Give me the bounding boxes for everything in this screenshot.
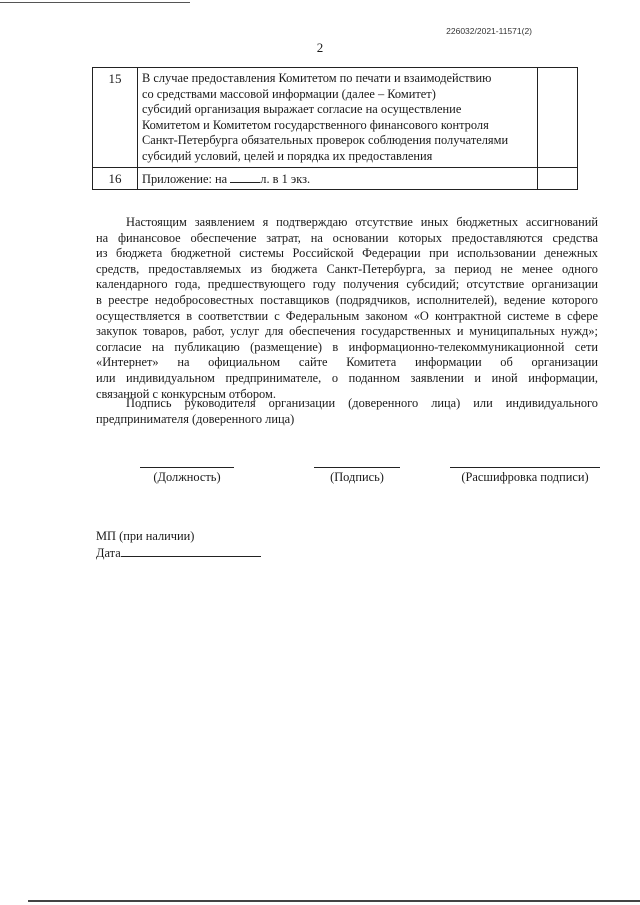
row-mark-cell	[538, 167, 578, 190]
table-row	[93, 68, 578, 168]
row-text-line: В случае предоставления Комитетом по печати и взаимодействию	[142, 71, 492, 85]
signature-instruction	[96, 396, 598, 427]
row-text-line: со средствами массовой информации (далее – Комитет)	[142, 86, 436, 101]
row-mark-cell	[538, 68, 578, 168]
top-edge-rule	[0, 2, 190, 3]
paragraph-line: осуществляется в соответствии с Федеральным законом «О контрактной системе в сфере	[96, 308, 598, 323]
paragraph-line: в реестре недобросовестных поставщиков (подрядчиков, исполнителей), ведение которого	[96, 292, 598, 307]
paragraph-line: на финансовое обеспечение затрат, на основании которых предоставляются средства	[96, 230, 598, 245]
confirmation-paragraph	[96, 215, 598, 402]
paragraph-line: «Интернет» на официальном сайте Комитета информации об организации	[96, 355, 598, 370]
paragraph-line: предпринимателя (доверенного лица)	[96, 411, 295, 426]
signature-line	[314, 467, 400, 468]
bottom-edge-rule	[28, 900, 640, 902]
position-signature-line	[140, 467, 234, 468]
signature-caption: (Подпись)	[330, 470, 384, 484]
stamp-label: МП (при наличии)	[96, 529, 195, 543]
row-number: 15	[93, 68, 138, 168]
date-row	[96, 544, 261, 562]
position-caption: (Должность)	[153, 470, 221, 484]
document-number: 226032/2021-11571(2)	[446, 26, 532, 36]
page-number: 2	[316, 40, 324, 55]
paragraph-line: из бюджета бюджетной системы Российской Федерации при использовании денежных	[96, 246, 598, 261]
row-text	[138, 68, 538, 168]
paragraph-line: средств, предоставляемых из бюджета Санкт-Петербурга, за период не менее одного	[96, 261, 598, 276]
paragraph-line: или индивидуальном предпринимателе, о поданном заявлении и иной информации,	[96, 370, 598, 385]
paragraph-line: календарного года, предшествующего году получения субсидий; отсутствие организации	[96, 277, 598, 292]
table-row	[93, 167, 578, 190]
decode-signature-line	[450, 467, 600, 468]
page-count-blank	[230, 171, 260, 183]
row-text-line: субсидий условий, целей и порядка их предоставления	[142, 148, 433, 163]
attachment-text-before: Приложение: на	[142, 171, 231, 186]
paragraph-line: согласие на публикацию (размещение) в информационно-телекоммуникационной сети	[96, 339, 598, 354]
row-text	[138, 167, 538, 190]
date-blank-line	[121, 544, 261, 557]
paragraph-line: связанной с конкурсным отбором.	[96, 386, 276, 401]
row-text-line: субсидий организация выражает согласие на осуществление	[142, 102, 462, 117]
application-items-table	[92, 67, 578, 190]
paragraph-line: Настоящим заявлением я подтверждаю отсутствие иных бюджетных ассигнований	[126, 215, 598, 229]
row-number: 16	[93, 167, 138, 190]
date-label: Дата	[96, 546, 121, 560]
paragraph-line: Подпись руководителя организации (доверенного лица) или индивидуального	[126, 396, 598, 410]
row-text-line: Комитетом и Комитетом государственного финансового контроля	[142, 117, 489, 132]
paragraph-line: закупок товаров, работ, услуг для обеспечения государственных и муниципальных нужд»;	[96, 324, 598, 339]
attachment-text-after: л. в 1 экз.	[260, 171, 311, 186]
decode-caption: (Расшифровка подписи)	[461, 470, 589, 484]
row-text-line: Санкт-Петербурга обязательных проверок соблюдения получателями	[142, 133, 509, 148]
